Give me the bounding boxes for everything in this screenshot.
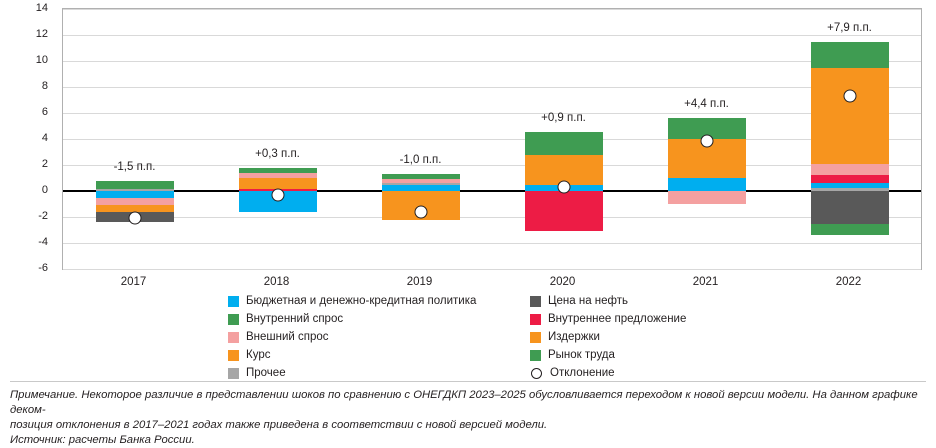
y-tick-label: -2 xyxy=(38,210,48,222)
deviation-marker xyxy=(843,89,856,102)
legend-item[interactable] xyxy=(530,347,686,363)
deviation-marker xyxy=(414,205,427,218)
x-tick-label: 2021 xyxy=(692,276,719,288)
deviation-marker xyxy=(700,135,713,148)
bar-segment[interactable] xyxy=(811,183,889,189)
y-tick-label: 2 xyxy=(41,158,48,170)
legend-item[interactable] xyxy=(228,365,476,381)
legend-item[interactable] xyxy=(530,311,686,327)
y-tick-label: 0 xyxy=(41,184,48,196)
legend-label: Внутренний спрос xyxy=(246,313,344,325)
legend-item[interactable] xyxy=(228,329,476,345)
legend-swatch-icon xyxy=(228,350,239,361)
legend-swatch-icon xyxy=(530,332,541,343)
bar-stack[interactable] xyxy=(525,9,603,269)
footnote xyxy=(10,388,926,448)
x-tick-label: 2020 xyxy=(549,276,576,288)
y-tick-label: -6 xyxy=(38,262,48,274)
legend-label: Бюджетная и денежно-кредитная политика xyxy=(246,295,477,307)
bar-segment[interactable] xyxy=(668,178,746,191)
y-tick-label: 6 xyxy=(41,106,48,118)
legend-swatch-icon xyxy=(228,332,239,343)
y-tick-label: 10 xyxy=(35,54,48,66)
legend-swatch-icon xyxy=(530,296,541,307)
legend-label: Курс xyxy=(246,349,271,361)
y-axis-tick-labels xyxy=(0,2,56,274)
x-tick-label: 2018 xyxy=(263,276,290,288)
legend-label: Внешний спрос xyxy=(246,331,329,343)
legend-item[interactable] xyxy=(530,365,686,381)
bar-group[interactable] xyxy=(349,9,492,269)
bar-stack[interactable] xyxy=(668,9,746,269)
bar-segment[interactable] xyxy=(382,174,460,179)
bar-stack[interactable] xyxy=(239,9,317,269)
legend-label: Рынок труда xyxy=(548,349,615,361)
bar-value-label: -1,5 п.п. xyxy=(113,160,156,173)
deviation-marker xyxy=(271,188,284,201)
x-tick-label: 2019 xyxy=(406,276,433,288)
bar-segment[interactable] xyxy=(525,191,603,231)
legend-swatch-icon xyxy=(228,296,239,307)
legend-item[interactable] xyxy=(228,293,476,309)
y-tick-label: 12 xyxy=(35,28,48,40)
deviation-marker xyxy=(557,180,570,193)
legend-marker-icon xyxy=(531,368,542,379)
legend-swatch-icon xyxy=(228,368,239,379)
legend-item[interactable] xyxy=(530,329,686,345)
bar-stack[interactable] xyxy=(811,9,889,269)
legend-label: Издержки xyxy=(548,331,600,343)
bar-stack[interactable] xyxy=(96,9,174,269)
y-tick-label: 4 xyxy=(41,132,48,144)
bar-group[interactable] xyxy=(635,9,778,269)
bar-group[interactable] xyxy=(778,9,921,269)
x-tick-label: 2022 xyxy=(835,276,862,288)
legend-label: Прочее xyxy=(246,367,286,379)
bar-segment[interactable] xyxy=(668,191,746,204)
y-tick-label: 14 xyxy=(35,2,48,14)
y-tick-label: 8 xyxy=(41,80,48,92)
bar-group[interactable] xyxy=(63,9,206,269)
bar-segment[interactable] xyxy=(96,181,174,189)
bar-group[interactable] xyxy=(492,9,635,269)
bar-segment[interactable] xyxy=(96,198,174,205)
bar-segment[interactable] xyxy=(96,191,174,198)
bar-segment[interactable] xyxy=(525,132,603,155)
bar-segment[interactable] xyxy=(811,224,889,236)
plot-area xyxy=(62,8,922,270)
legend-column-left xyxy=(228,293,476,383)
footnote-line-3: Источник: расчеты Банка России. xyxy=(10,434,195,447)
bar-segment[interactable] xyxy=(811,42,889,68)
bar-segment[interactable] xyxy=(239,168,317,174)
bar-value-label: +0,3 п.п. xyxy=(255,147,300,160)
x-tick-label: 2017 xyxy=(120,276,147,288)
footnote-line-1: Примечание. Некоторое различие в представлении шоков по сравнению с ОНЕГДКП 2023–2025 обусловливается переходом к новой версии модели. На данном графике деком- xyxy=(10,389,918,417)
bar-value-label: -1,0 п.п. xyxy=(399,154,442,167)
bar-segment[interactable] xyxy=(382,183,460,186)
legend-label: Цена на нефть xyxy=(548,295,629,307)
bar-segment[interactable] xyxy=(811,68,889,164)
legend-swatch-icon xyxy=(530,350,541,361)
bar-stack[interactable] xyxy=(382,9,460,269)
bar-value-label: +4,4 п.п. xyxy=(684,98,729,111)
legend-label: Внутреннее предложение xyxy=(548,313,687,325)
legend-swatch-icon xyxy=(228,314,239,325)
bar-segment[interactable] xyxy=(811,175,889,182)
legend-swatch-icon xyxy=(530,314,541,325)
legend-item[interactable] xyxy=(228,347,476,363)
y-tick-label: -4 xyxy=(38,236,48,248)
bar-segment[interactable] xyxy=(239,173,317,178)
bar-value-label: +0,9 п.п. xyxy=(541,111,586,124)
legend-item[interactable] xyxy=(530,293,686,309)
bar-segment[interactable] xyxy=(382,179,460,183)
deviation-marker xyxy=(128,212,141,225)
bar-group[interactable] xyxy=(206,9,349,269)
bar-segment[interactable] xyxy=(811,191,889,224)
bar-segment[interactable] xyxy=(811,164,889,175)
gridline xyxy=(63,269,921,270)
footnote-separator xyxy=(10,381,926,382)
legend-label: Отклонение xyxy=(550,367,615,379)
bar-value-label: +7,9 п.п. xyxy=(827,22,872,35)
legend-item[interactable] xyxy=(228,311,476,327)
legend-column-right xyxy=(530,293,686,383)
footnote-line-2: позиция отклонения в 2017–2021 годах также приведена в соответствии с новой версией модели. xyxy=(10,419,548,432)
